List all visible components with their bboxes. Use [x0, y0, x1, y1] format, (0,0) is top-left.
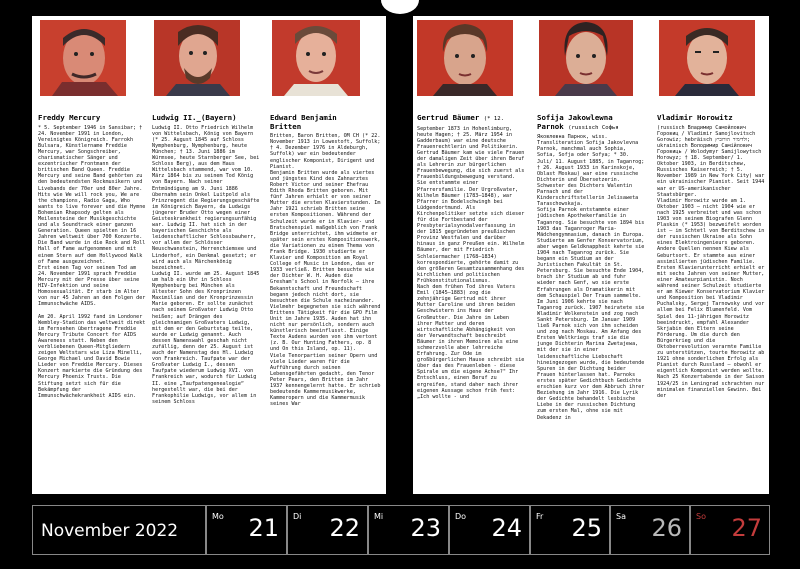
month-label: November 2022 — [41, 521, 179, 541]
column-sofija-parnok — [537, 100, 647, 492]
person-name-suffix: (* 12. — [483, 116, 504, 122]
day-cell — [368, 505, 449, 555]
weekday-label: Mo — [212, 512, 224, 521]
weekday-label: So — [696, 512, 706, 521]
weekday-label: Di — [293, 512, 302, 521]
day-cell — [530, 505, 610, 555]
portrait-sofija-parnok — [539, 20, 633, 96]
portrait-freddy-mercury — [40, 20, 126, 96]
person-name-text: Sofija Jakowlewna Parnok — [537, 113, 613, 131]
day-number: 25 — [571, 514, 602, 542]
column-freddy-mercury — [38, 100, 146, 492]
person-name: Edward Benjamin Britten — [270, 113, 337, 131]
day-cell-sunday — [690, 505, 770, 555]
weekday-label: Fr — [536, 512, 544, 521]
day-cell — [287, 505, 368, 555]
column-benjamin-britten — [270, 100, 382, 492]
portrait-gertrud-baeumer — [417, 20, 513, 96]
portrait-benjamin-britten — [272, 20, 360, 96]
weekday-label: Do — [455, 512, 467, 521]
day-number: 24 — [491, 514, 522, 542]
portrait-vladimir-horowitz — [659, 20, 755, 96]
person-name: Freddy Mercury — [38, 113, 101, 122]
person-bio: (russisch Владимир Самойлович Горовиц / Vladimir Samojlovitsch Gorowiz; hebräisch ולדימיר הורוביץ; ukrainisch Володимир Самійлович Горовиць / Wolodymyr Samijlowytsch Horowyz; † 18. September/ 1. Oktober 1903, in Berditschew, Russisches Kaiserreich; † 5. November 1989 in New York City) war ein ukrainischer Pianist. Seit 1944 war er US-amerikanischer Staatsbürger. Vladimir Horowitz wurde am 1. Oktober 1903 – nicht 1904 wie er nach 1925 verbreitet und was schon 1903 von seinem Biografen Glenn Plaskin (* 1953) bezweifelt worden ist – im Schtetl von Berditschew in der russischen Ukraine als Sohn eines Elektroingenieurs geboren. Andere Quellen nennen Kiew als Geburtsort. Er stammte aus einer assimilierten jüdischen Familie. Ersten Klavierunterricht erhielt er mit sechs Jahren von seiner Mutter, einer Amateurpianistin. Noch während seiner Schulzeit studierte er am Kiewer Konservatorium Klavier und Komposition bei Vladimir Puchalsky, Sergej Tarnowsky und vor allem bei Felix Blumenfeld. Vom Spiel des 11-jährigen Horowitz beeindruckt, empfahl Alexander Skrjabin den Eltern seine Förderung. Um die durch den Bürgerkrieg und die Oktoberrevolution verarmte Familie zu unterstützen, tourte Horowitz ab 1921 ohne sonderlichen Erfolg als Pianist durch Russland – obwohl er eigentlich Komponist werden wollte. Nach 25 Konzertabende in der Saison 1924/25 in Leningrad schrachten nur minimalen finanziellen Gewinn. Bei der — [657, 124, 765, 399]
month-cell — [32, 505, 206, 555]
day-cell-saturday — [610, 505, 690, 555]
person-name: Vladimir Horowitz — [657, 113, 733, 122]
person-bio: Яковлевна Парнок, wiss. Transliteration Sofija Jakovlevna Parnok, manchmal auch Sophia, Sofia, Sofja oder Sofya; * 30. Juli/ 11. August 1885, in Taganrog; † 26. August 1933 in Karinskoje, Oblast Moskau) war eine russische Dichterin und Übersetzerin. Schwester des Dichters Walentin Parnach und der Kinderschriftstellerin Jelisaweta Taraschowskaja. Sofija Parnok entstammte einer jüdischen Apothekerfamilie in Taganrog. Sie besuchte von 1894 bis 1903 das Taganroger Maria-Mädchengymnasium, danach in Europa. Studierte am Genfer Konservatorium, aber wegen Geldknappheit kehrte sie 1904 nach Taganrog zurück. Sie begann ein Studium an der Juristischen Fakultät in St. Petersburg. Sie besuchte Ende 1904, brach ihr Studium ab und fuhr wieder nach Genf, wo sie erste Erfahrungen als Dramatikerin mit dem Schauspiel Der Traum sammelte. Im Juni 1906 kehrte sie nach Taganrog zurück. 1907 heiratete sie Wladimir Wolkenstein und zog nach Sankt Petersburg. Im Januar 1909 ließ Parnok sich von ihm scheiden und zog nach Moskau. Am Anfang des Ersten Weltkriegs traf sie die junge Dichterin Marina Zwetajewa, mit der sie in einer leidenschaftliche Liebschaft hineingezogen wurde, die bedeutende Spuren in der Dichtung beider Frauen hinterlassen hat. Parnoks erstes später Gedichtbuch Gedichte erschien kurz vor dem Abbruch ihrer Beziehung im Jahr 1916. Die Lyrik der Gedichte behandelt lesbische Liebe in der russischen Dichtung zum ersten Mal, ohne sie mit Dekadenz in — [537, 134, 645, 421]
right-portraits — [413, 16, 769, 100]
day-number: 27 — [731, 514, 762, 542]
right-page — [413, 16, 769, 494]
person-name-text: Gertrud Bäumer — [417, 113, 480, 122]
column-vladimir-horowitz — [657, 100, 765, 492]
person-name-suffix: (russisch Софья — [568, 124, 619, 131]
person-bio: Britten, Baron Britten, OM CH (* 22. November 1913 in Lowestoft, Suffolk; † 4. Dezember 1976 in Aldeburgh, Suffolk) war ein bedeutender englischer Komponist, Dirigent und Pianist. Benjamin Britten wurde als viertes und jüngstes Kind des Zahnarztes Robert Victor und seiner Ehefrau Edith Rhoda Britten geboren. Mit fünf Jahren erhielt er von seiner Mutter die ersten Klavierstunden. Im Jahr 1921 schrieb Britten seine ersten Kompositionen. Während der Schulzeit wurde er in Klavier- und Bratschenspiel maßgeblich von Frank Bridge unterrichtet, ihm widmete er später sein erstes Kompositionswerk, die Variationen zu einem Thema von Frank Bridge. 1930 studierte er Klavier und Komposition am Royal College of Music in London, das er 1933 verließ. Britten besuchte wie der Dichter W. H. Auden die Gresham's School in Norfolk – ihre Bekanntschaft und Freundschaft begann jedoch nicht dort, sie besuchten die Schule nacheinander. Vielmehr begegneten sie sich während Brittens Tätigkeit für die GPO Film Unit im Jahre 1935. Auden hat ihn nicht nur persönlich, sondern auch künstlerisch beeinflusst. Einige Texte Audens wurden von ihm vertont (z. B. Our Hunting Fathers, op. 8 und On this Island, op. 11). Viele Tenorpartien seiner Opern und viele Lieder waren für die Aufführung durch seinen Lebensgefährten gedacht, den Tenor Peter Pears, den Britten im Jahr 1937 kennengelernt hatte. Er schrieb bedeutende Kammermusikwerke, Kammeropern und die Kammermusik seines War — [270, 133, 381, 408]
person-bio: * 5. September 1946 in Sansibar; † 24. November 1991 in London, Vereinigtes Königreich. Farrokh Bulsara, Künstlername Freddie Mercury, war Songschreiber, charismatischer Sänger und exzentrischer Frontmann der britischen Band Queen. Freddie Mercury und seine Band gehörten zu den bedeutendsten Rockmusikern und Livebands der 70er und 80er Jahre. Hits wie We will rock you, We are the champions, Radio Gaga, Who wants to live forever und die Hymne Bohemian Rhapsody gelten als Meilensteine der Musikgeschichte und als Soundtrack einer ganzen Generation. Queen spielten in 16 Jahren weltweit über 700 Konzerte. Die Band wurde in die Rock and Roll Hall of Fame aufgenommen und mit einem Stern auf dem Hollywood Walk of Fame ausgezeichnet. Erst einen Tag vor seinem Tod am 24. November 1991 sprach Freddie Mercury mit der Presse über seine HIV-Infektion und seine Homosexualität. Er starb im Alter von nur 45 Jahren an den Folgen der Immunschwäche AIDS. Am 20. April 1992 fand im Londoner Wembley-Stadion das weltweit direkt im Fernsehen übertragene Freddie Mercury Tribute Concert for AIDS Awareness statt. Neben den verbliebenen Queen-Mitgliedern zeigen Weltstars wie Liza Minelli, George Michael und David Bowie Lieder von Freddie Mercury. Dieses Konzert markierte die Gründung des Mercury Phoenix Trusts. Die Stiftung setzt sich für die Bekämpfung der Immunschwächekrankheit AIDS ein. — [38, 124, 146, 399]
day-number: 26 — [651, 514, 682, 542]
person-name — [537, 114, 647, 132]
calendar-binding-hole — [381, 0, 419, 14]
column-gertrud-baeumer — [417, 100, 525, 492]
calendar-strip — [32, 505, 770, 555]
day-number: 23 — [410, 514, 441, 542]
person-bio: Ludwig II. Otto Friedrich Wilhelm von Wittelsbach, König von Bayern (* 25. August 1845 auf Schloss Nymphenburg, Nymphenburg, heute München; † 13. Juni 1886 im Würmsee, heute Starnberger See, bei Schloss Berg), aus dem Haus Wittelsbach stammend, war vom 10. März 1864 bis zu seinem Tod König von Bayern. Nach seiner Entmündigung am 9. Juni 1886 übernahm sein Onkel Luitpold als Prinzregent die Regierungsgeschäfte im Königreich Bayern, da Ludwigs jüngerer Bruder Otto wegen einer Geisteskrankheit regierungsunfähig war. Ludwig II. hat sich in der bayerischen Geschichte als leidenschaftlicher Schlossbauherr, vor allem der Schlösser Neuschwanstein, Herrenchiemsee und Linderhof, ein Denkmal gesetzt; er wird auch als Märchenkönig bezeichnet. Ludwig II. wurde am 25. August 1845 um halb ein Uhr in Schloss Nymphenburg bei München als ältester Sohn des Kronprinzen Maximilian und der Kronprinzessin Marie geboren. Er sollte zunächst nach seinem Großvater Ludwig Otto heißen; auf Drängen des gleichnamigen Großvaters Ludwig, mit dem er den Geburtstag teilte, wurde er Ludwig genannt. Auch dessen Namenswahl geschah nicht zufällig, denn der 25. August ist auch der Namenstag des Hl. Ludwig von Frankreich. Taufpate war der Großvater Ludwig I., dessen Taufpate wiederum Ludwig XVI. von Frankreich war, wodurch für Ludwig II. eine „Taufpatengenealogie“ hergestellt war, die bei der Frankophilie Ludwigs, vor allem in seinem Schloss — [152, 124, 260, 405]
day-number: 21 — [248, 514, 279, 542]
day-number: 22 — [329, 514, 360, 542]
person-name — [417, 114, 525, 124]
day-cell — [449, 505, 530, 555]
day-cell — [206, 505, 287, 555]
person-bio: September 1873 in Hohenlimburg, heute Hagen; † 25. März 1954 in Gadderbaum) war eine deutsche Frauenrechtlerin und Politikerin. Gertrud Bäumer kam wie viele Frauen der damaligen Zeit über ihren Beruf als Lehrerin zur bürgerlichen Frauenbewegung, die sich zuerst als Frauenbildungsbewegung verstand. Sie entstammte einer Pfarrersfamilie. Der Urgroßvater, Wilhelm Bäumer (1783–1848), war Pfarrer in Bodelschwingh bei Lüdgendortmund. Als Kirchenpolitiker setzte sich dieser für die Fortbestand der Presbyterialsynodalverfassung in der 1815 gegründeten preußischen Provinz Westfalen und darüber hinaus in ganz Preußen ein. Wilhelm Bäumer, der mit Friedrich Schleiermacher (1768–1834) korrespondierte, gehörte damit zu den größeren Gesamtzusammenhang des kirchlichen und politischen Frühkonstitutionalismus. Nach dem frühen Tod ihres Vaters Emil (1845–1883) zog die zehnjährige Gertrud mit ihrer Mutter Caroline und ihren beiden Geschwistern ins Haus der Großmutter. Die Jahre im Leben ihrer Mutter und deren wirtschaftliche Abhängigkeit von der Verwandtschaft beschreibt Bäumer in ihren Memoiren als eine schmerzvolle aber lehrreiche Erfahrung. Zur Ode im großbürgerlichen Hause schreibt sie über das des Frauenleben - diese Spirale um die eigene Achse?" Ihr Entschluss, einen Beruf zu ergreifen, stand daher nach ihrer eigenen Aussage schon früh fest: „Ich wollte - und — [417, 125, 525, 400]
weekday-label: Mi — [374, 512, 384, 521]
column-ludwig-ii — [152, 100, 262, 492]
left-page — [32, 16, 386, 494]
weekday-label: Sa — [616, 512, 626, 521]
left-portraits — [32, 16, 386, 100]
portrait-ludwig-ii — [154, 20, 240, 96]
person-name: Ludwig II._(Bayern) — [152, 113, 237, 122]
